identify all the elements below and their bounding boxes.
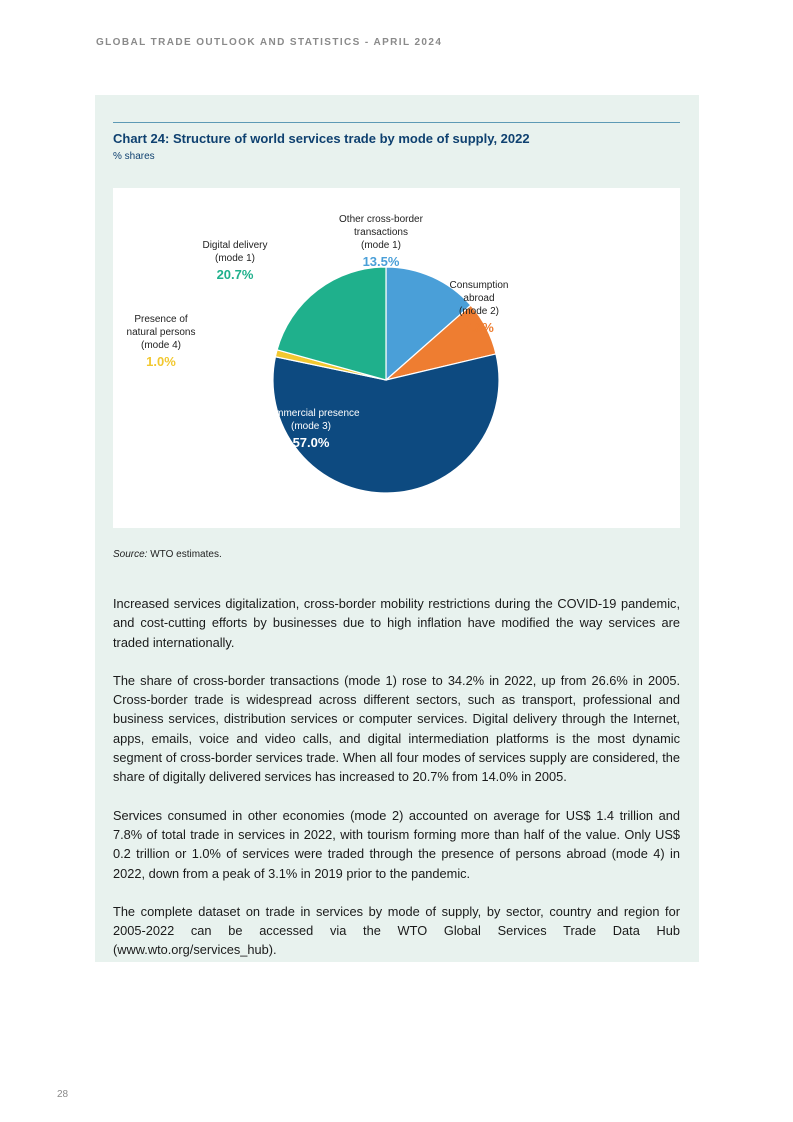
slice-label-line: (mode 2) [458, 306, 499, 317]
panel-divider [113, 122, 680, 123]
slice-label [236, 407, 386, 451]
slice-label-line: natural persons [126, 327, 196, 338]
chart-subtitle: % shares [113, 151, 155, 162]
slice-label-line: transactions [354, 227, 408, 238]
chart-panel [95, 95, 699, 962]
slice-label-line: (mode 1) [360, 240, 401, 251]
slice-value-label: 13.5% [362, 254, 400, 269]
slice-value-label: 20.7% [216, 267, 254, 282]
slice-label-line: Commercial presence [262, 408, 360, 419]
slice-label [301, 213, 461, 270]
source-prefix: Source: [113, 549, 148, 560]
slice-value-label: 57.0% [292, 435, 330, 450]
paragraph: Services consumed in other economies (mode 2) accounted on average for US$ 1.4 trillion and 7.8% of total trade in services in 2022, with tourism forming more than half of the value. Only US$ 0.2 trillion or 1.0% of services were traded through the presence of persons abroad (mode 4) in 2022, down from a peak of 3.1% in 2019 prior to the pandemic. [113, 807, 680, 881]
chart-area [113, 188, 680, 528]
slice-label [429, 279, 529, 336]
slice-label-line: Digital delivery [202, 240, 268, 251]
slice-label-line: (mode 3) [290, 421, 331, 432]
slice-label-line: (mode 4) [140, 340, 181, 351]
paragraph: Increased services digitalization, cross-border mobility restrictions during the COVID-19 pandemic, and cost-cutting efforts by businesses due to high inflation have modified the way services are traded internationally. [113, 596, 680, 650]
paragraph: The share of cross-border transactions (mode 1) rose to 34.2% in 2022, up from 26.6% in 2005. Cross-border trade is widespread across different sectors, such as transport, professional and business services, distribution services or computer services. Digital delivery through the Internet, apps, emails, voice and video calls, and digital intermediation platforms is the most dynamic segment of cross-border services trade. When all four modes of services supply are considered, the share of digitally delivered services has increased to 20.7% from 14.0% in 2005. [113, 672, 680, 785]
slice-label [101, 313, 221, 370]
source-text: WTO estimates. [147, 549, 222, 560]
page-number: 28 [57, 1089, 69, 1100]
slice-label-line: Consumption [449, 280, 509, 291]
source-note [113, 549, 222, 560]
paragraph: The complete dataset on trade in services by mode of supply, by sector, country and region for 2005-2022 can be accessed via the WTO Global Services Trade Data Hub (www.wto.org/services_hub). [113, 903, 680, 958]
slice-label [177, 239, 293, 283]
body-text [113, 594, 680, 979]
slice-value-label: 7.8% [464, 320, 494, 335]
chart-title: Chart 24: Structure of world services trade by mode of supply, 2022 [113, 131, 530, 146]
slice-label-line: abroad [463, 293, 495, 304]
slice-label-line: Presence of [134, 314, 188, 325]
running-header: GLOBAL TRADE OUTLOOK AND STATISTICS - APRIL 2024 [96, 37, 443, 48]
slice-label-line: (mode 1) [214, 253, 255, 264]
slice-value-label: 1.0% [146, 354, 176, 369]
slice-label-line: Other cross-border [339, 214, 423, 225]
